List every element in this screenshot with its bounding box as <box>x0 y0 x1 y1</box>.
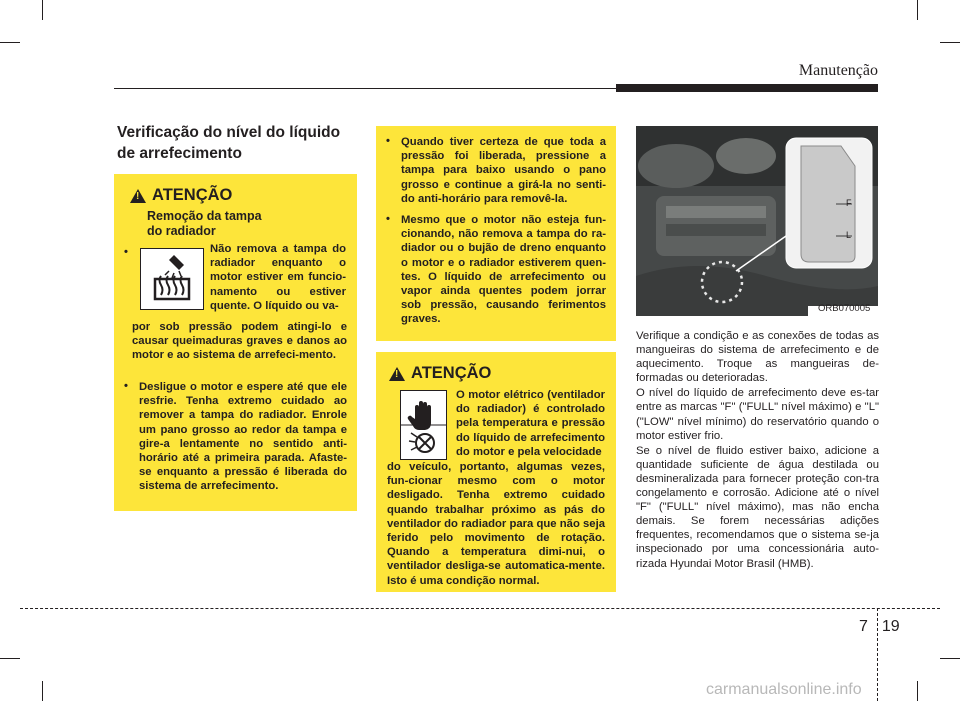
page-chapter: 7 <box>859 618 868 635</box>
warning-box-radiator <box>114 174 357 511</box>
warning-box-continuation <box>376 126 616 341</box>
warning-bullet-1-lead: Não remova a tampa do radiador enquanto o motor estiver em funcio-namento ou estiver quente. O líquido ou va- <box>210 243 346 312</box>
page-number-value: 19 <box>881 618 900 635</box>
body-text <box>636 329 879 572</box>
warning-heading-text: ATENÇÃO <box>411 364 492 382</box>
middle-bullet-1: Quando tiver certeza de que toda a pressão foi liberada, pressione a tampa para baixo usando o pano grosso e continue a girá-la no senti-do anti-horário para removê-la. <box>401 136 606 205</box>
bullet-dot: • <box>386 135 390 147</box>
photo-mark-f: F <box>846 198 852 208</box>
body-paragraph: Se o nível de fluido estiver baixo, adicione a quantidade suficiente de água destilada ou desmineralizada para fornecer proteção con-tra congelamento e corrosão. Adicione até o nível "F" ("FULL" nível máximo), mas não encha demais. Se forem necessárias adições frequentes, recomendamos que o sistema se-ja inspecionado por uma concessionária auto-rizada Hyundai Motor Brasil (HMB). <box>636 444 879 570</box>
crop-mark <box>0 658 20 659</box>
warning-heading <box>389 364 491 383</box>
hot-radiator-icon <box>140 248 204 310</box>
body-paragraph: Verifique a condição e as conexões de todas as mangueiras do sistema de arrefecimento e de aquecimento. Troque as mangueiras de-formadas ou deterioradas. <box>636 330 879 385</box>
warning-triangle-icon <box>389 367 405 381</box>
section-title: Verificação do nível do líquido de arrefecimento <box>117 124 341 162</box>
header-bar <box>616 84 878 92</box>
warning-bullet-2: Desligue o motor e espere até que ele resfrie. Tenha extremo cuidado ao remover a tampa do radiador. Enrole um pano grosso ao redor da tampa e gire-a lentamente no sentido anti-horário até a primeira parada. Afaste-se enquanto a pressão é liberada do sistema de arrefecimento. <box>139 381 347 493</box>
bullet-dot: • <box>124 380 128 392</box>
crop-mark <box>42 681 43 701</box>
middle-bullet-2: Mesmo que o motor não esteja fun-cionando, não remova a tampa do ra-diador ou o bujão de dreno enquanto o motor e o radiador estiverem quen-tes. O líquido de arrefecimento ou vapor ainda quentes podem jorrar sob pressão, causando ferimentos graves. <box>401 214 606 326</box>
warning-bullet-1-rest: por sob pressão podem atingi-lo e causar queimaduras graves e danos ao motor e ao sistema de arrefeci-mento. <box>132 321 347 362</box>
header-section-title: Manutenção <box>798 62 878 79</box>
crop-mark <box>917 681 918 701</box>
crop-mark <box>0 42 20 43</box>
page-number <box>859 618 900 636</box>
photo-mark-l: L <box>846 230 852 240</box>
bullet-dot: • <box>124 246 128 258</box>
crop-mark <box>940 42 960 43</box>
engine-bay-photo <box>636 126 878 316</box>
warning-fan-rest: do veículo, portanto, algumas vezes, fun-cionar mesmo com o motor desligado. Tenha extremo cuidado quando trabalhar próximo as pás do ventilador do radiador para que não seja ferido pelo movimento de rotação. Quando a temperatura dimi-nui, o ventilador desliga-se automatica-mente. Isto é uma condição normal. <box>387 461 605 587</box>
warning-heading-text: ATENÇÃO <box>152 186 233 204</box>
body-paragraph: O nível do líquido de arrefecimento deve es-tar entre as marcas "F" ("FULL" nível máximo) e "L" ("LOW" nível mínimo) do reservatório quando o motor estiver frio. <box>636 387 879 442</box>
warning-box-fan <box>376 352 616 592</box>
hand-fan-warning-icon <box>400 390 447 460</box>
photo-code: ORB070005 <box>818 303 871 314</box>
warning-heading <box>130 186 232 205</box>
crop-mark <box>917 0 918 20</box>
crop-mark <box>940 658 960 659</box>
bullet-dot: • <box>386 213 390 225</box>
warning-subheading: Remoção da tampa do radiador <box>147 209 262 238</box>
warning-triangle-icon <box>130 189 146 203</box>
warning-fan-lead: O motor elétrico (ventilador do radiador) é controlado pela temperatura e pressão do líquido de arrefecimento do motor e pela velocidade <box>456 389 605 458</box>
watermark: carmanualsonline.info <box>706 681 862 698</box>
header-rule <box>114 88 616 89</box>
footer-rule <box>20 608 940 609</box>
crop-mark <box>42 0 43 20</box>
